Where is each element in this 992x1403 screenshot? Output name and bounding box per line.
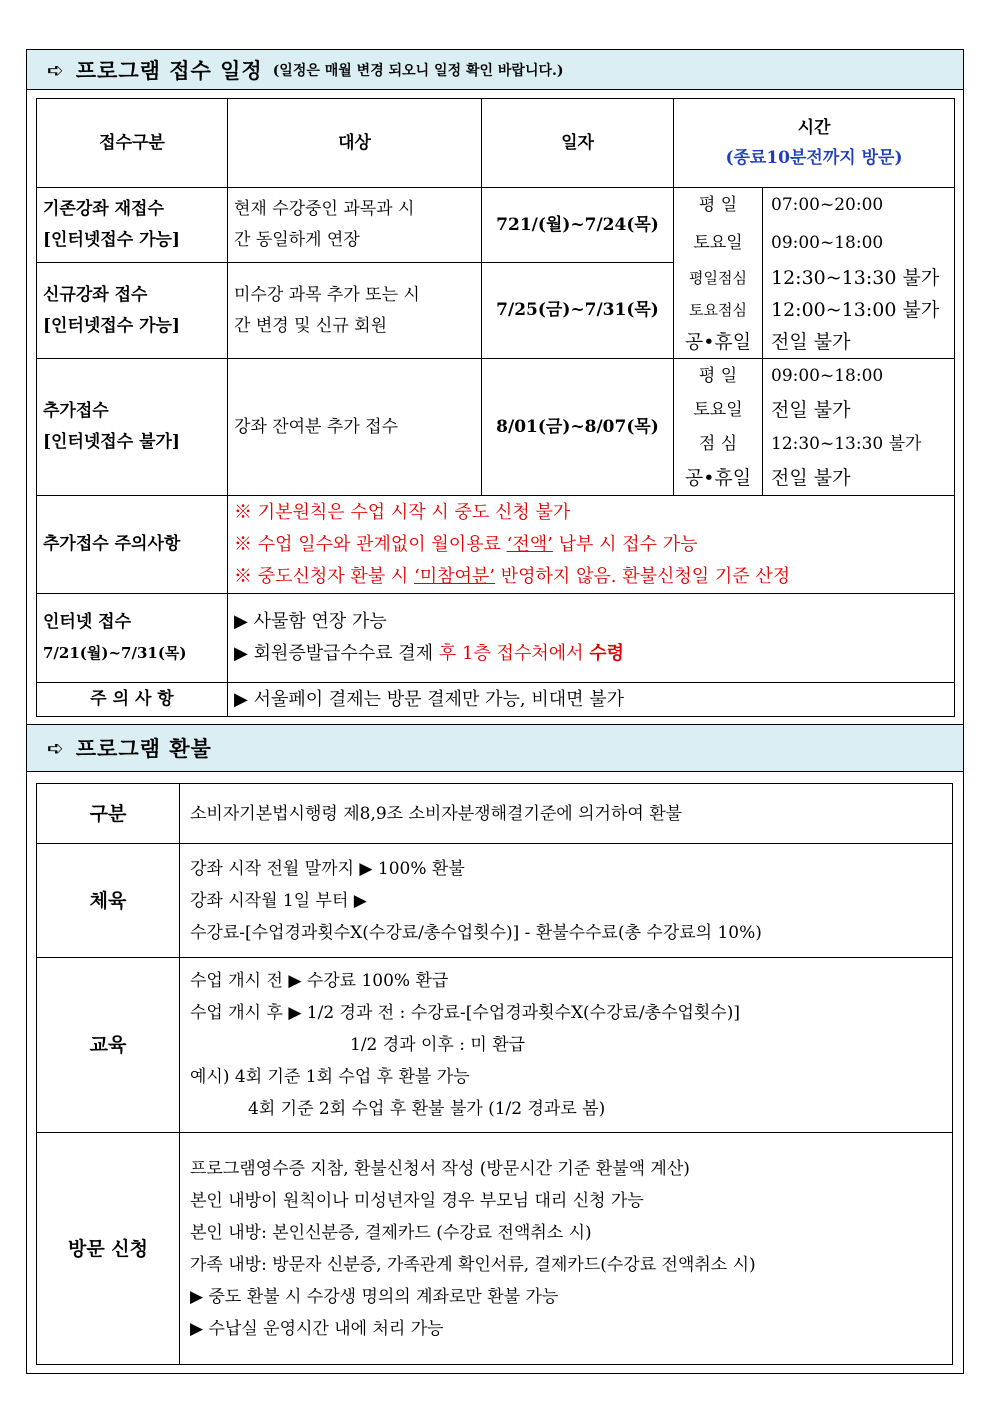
category-line: 기존강좌 재접수 — [43, 199, 164, 220]
table-header-row — [37, 99, 955, 188]
refund-content — [180, 958, 953, 1133]
refund-label: 구분 — [37, 784, 180, 844]
refund-label: 교육 — [37, 958, 180, 1133]
row-date: 721/(월)~7/24(목) — [482, 188, 674, 263]
refund-line: 강좌 시작 전월 말까지 ▶ 100% 환불 — [190, 858, 465, 879]
schedule-table — [36, 98, 955, 717]
internet-text-red-bold: 수령 — [589, 643, 625, 664]
time-value: 12:30~13:30 불가 — [771, 267, 940, 289]
target-line: 간 동일하게 연장 — [234, 230, 360, 251]
header-category: 접수구분 — [37, 99, 228, 188]
internet-date: 7/21(월)~7/31(목) — [43, 644, 187, 662]
time-value: 전일 불가 — [771, 399, 851, 421]
time-key: 평일점심 — [674, 262, 763, 294]
section-note: (일정은 매월 변경 되오니 일정 확인 바랍니다.) — [272, 62, 564, 79]
caution-text-part: 납부 시 접수 가능 — [552, 533, 698, 555]
table-row — [37, 188, 955, 263]
section-header-schedule — [27, 50, 963, 90]
refund-line: 본인 내방: 본인신분증, 결제카드 (수강료 전액취소 시) — [190, 1222, 592, 1243]
refund-line: 4회 기준 2회 수업 후 환불 불가 (1/2 경과로 봄) — [248, 1099, 606, 1119]
time-cell-a — [674, 188, 955, 359]
time-line — [674, 262, 954, 294]
time-key: 토요점심 — [674, 294, 763, 326]
caution-text-part: ※ 중도신청자 환불 시 — [234, 565, 414, 587]
caution-text — [228, 496, 955, 594]
time-value: 12:30~13:30 불가 — [771, 434, 922, 454]
time-key: 점 심 — [674, 427, 763, 461]
internet-line: ▶ 사물함 연장 가능 — [234, 611, 387, 632]
header-date: 일자 — [482, 99, 674, 188]
table-row — [37, 359, 955, 496]
caution-text-underlined: ‘전액’ — [506, 533, 553, 555]
category-line: 신규강좌 접수 — [43, 284, 148, 305]
internet-line — [234, 638, 948, 670]
time-value: 09:00~18:00 — [771, 366, 884, 386]
time-cell-b — [674, 359, 955, 496]
category-line: [인터넷접수 가능] — [43, 315, 180, 336]
caution-text-part: ※ 수업 일수와 관계없이 월이용료 — [234, 533, 507, 555]
table-row-notice — [37, 683, 955, 717]
refund-line: 강좌 시작월 1일 부터 ▶ — [190, 890, 367, 911]
refund-line: 1/2 경과 이후 : 미 환급 — [350, 1035, 526, 1055]
time-line — [674, 326, 954, 358]
header-target: 대상 — [228, 99, 482, 188]
refund-line: 수업 개시 전 ▶ 수강료 100% 환급 — [190, 971, 449, 991]
time-line — [674, 188, 954, 224]
time-key: 평 일 — [674, 359, 763, 393]
row-category — [37, 359, 228, 496]
section-title: 프로그램 환불 — [75, 736, 212, 761]
time-key: 토요일 — [674, 224, 763, 262]
time-value: 전일 불가 — [771, 467, 851, 489]
time-key: 공•휴일 — [674, 326, 763, 358]
refund-content — [180, 844, 953, 958]
header-time — [674, 99, 955, 188]
time-line — [674, 359, 954, 393]
refund-label: 체육 — [37, 844, 180, 958]
time-line — [674, 461, 954, 495]
header-time-label: 시간 — [797, 118, 831, 138]
row-target — [228, 188, 482, 263]
category-line: 추가접수 — [43, 401, 109, 421]
caution-text-part: 반영하지 않음. 환불신청일 기준 산정 — [495, 565, 791, 587]
time-value: 09:00~18:00 — [771, 233, 884, 253]
caution-label: 추가접수 주의사항 — [37, 496, 228, 594]
time-line — [674, 427, 954, 461]
arrow-icon: ➪ — [47, 57, 64, 82]
refund-content — [180, 1133, 953, 1365]
time-value: 07:00~20:00 — [771, 195, 884, 215]
internet-label — [37, 594, 228, 683]
time-key: 공•휴일 — [674, 461, 763, 495]
row-date: 8/01(금)~8/07(목) — [482, 359, 674, 496]
header-time-note: (종료10분전까지 방문) — [725, 148, 903, 168]
refund-label: 방문 신청 — [37, 1133, 180, 1365]
table-row — [37, 1133, 953, 1365]
row-category — [37, 188, 228, 263]
refund-line: 수업 개시 후 ▶ 1/2 경과 전 : 수강료-[수업경과횟수X(수강료/총수업횟수)] — [190, 1003, 741, 1023]
notice-text: ▶ 서울페이 결제는 방문 결제만 가능, 비대면 불가 — [228, 683, 955, 717]
row-target — [228, 263, 482, 359]
target-line: 간 변경 및 신규 회원 — [234, 315, 387, 336]
refund-line: 소비자기본법시행령 제8,9조 소비자분쟁해결기준에 의거하여 환불 — [190, 803, 683, 824]
time-line — [674, 294, 954, 326]
time-key: 토요일 — [674, 393, 763, 427]
refund-line: ▶ 수납실 운영시간 내에 처리 가능 — [190, 1318, 444, 1339]
document-frame — [26, 49, 964, 1374]
row-date: 7/25(금)~7/31(목) — [482, 263, 674, 359]
refund-line: 프로그램영수증 지참, 환불신청서 작성 (방문시간 기준 환불액 계산) — [190, 1158, 690, 1179]
time-line — [674, 224, 954, 262]
table-row — [37, 958, 953, 1133]
caution-line: ※ 기본원칙은 수업 시작 시 중도 신청 불가 — [234, 501, 571, 523]
table-row-internet — [37, 594, 955, 683]
refund-content — [180, 784, 953, 844]
arrow-icon: ➪ — [47, 736, 64, 760]
table-row — [37, 844, 953, 958]
caution-line — [234, 529, 948, 561]
caution-text-underlined: ‘미참여분’ — [414, 565, 495, 587]
refund-line: ▶ 중도 환불 시 수강생 명의의 계좌로만 환불 가능 — [190, 1286, 559, 1307]
time-line — [674, 393, 954, 427]
internet-text-part: ▶ 회원증발급수수료 결제 — [234, 643, 439, 664]
time-value: 전일 불가 — [771, 331, 851, 353]
refund-line: 가족 내방: 방문자 신분증, 가족관계 확인서류, 결제카드(수강료 전액취소 시) — [190, 1254, 756, 1275]
internet-text — [228, 594, 955, 683]
target-line: 현재 수강중인 과목과 시 — [234, 199, 415, 220]
section-title: 프로그램 접수 일정 — [75, 57, 263, 83]
refund-line: 예시) 4회 기준 1회 수업 후 환불 가능 — [190, 1067, 470, 1087]
table-row-caution — [37, 496, 955, 594]
section-header-refund — [27, 724, 963, 772]
notice-label: 주 의 사 항 — [37, 683, 228, 717]
category-line: [인터넷접수 가능] — [43, 230, 180, 251]
internet-text-red: 후 1층 접수처에서 — [438, 643, 590, 664]
table-row — [37, 784, 953, 844]
refund-line: 본인 내방이 원칙이나 미성년자일 경우 부모님 대리 신청 가능 — [190, 1190, 644, 1211]
caution-line — [234, 561, 948, 593]
row-category — [37, 263, 228, 359]
time-value: 12:00~13:00 불가 — [771, 299, 940, 321]
category-line: [인터넷접수 불가] — [43, 432, 180, 452]
target-line: 미수강 과목 추가 또는 시 — [234, 284, 420, 305]
time-key: 평 일 — [674, 188, 763, 224]
internet-label-line: 인터넷 접수 — [43, 612, 132, 632]
refund-table — [36, 783, 953, 1365]
row-target: 강좌 잔여분 추가 접수 — [228, 359, 482, 496]
refund-line: 수강료-[수업경과횟수X(수강료/총수업횟수)] - 환불수수료(총 수강료의 10%) — [190, 922, 762, 943]
